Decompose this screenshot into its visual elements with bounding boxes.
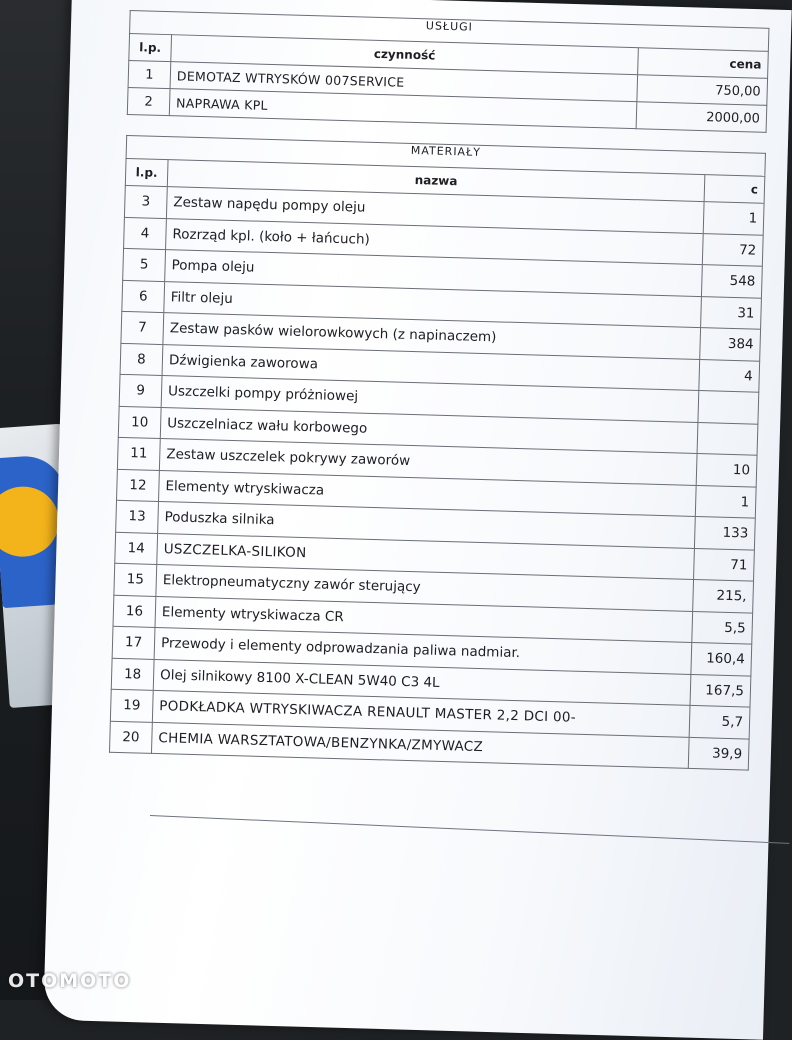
row-lp: 1: [128, 60, 171, 88]
row-price: 167,5: [690, 674, 751, 707]
row-price: 1: [703, 202, 764, 235]
row-price: 215,: [693, 579, 754, 612]
row-name: Olej silnikowy 8100 X-CLEAN 5W40 C3 4L: [153, 659, 691, 705]
row-lp: 8: [120, 343, 163, 376]
services-header-name: czynność: [171, 35, 639, 75]
row-name: PODKŁADKA WTRYSKIWACZA RENAULT MASTER 2,2 DCI 00-: [152, 690, 690, 736]
materials-header-name: nazwa: [167, 160, 705, 202]
row-lp: 14: [115, 532, 158, 565]
row-name: Uszczelki pompy próżniowej: [161, 376, 699, 422]
row-lp: 12: [117, 469, 160, 502]
materials-section: [109, 135, 766, 771]
row-name: Zestaw napędu pompy oleju: [166, 187, 704, 233]
invoice-sheet: [109, 0, 770, 771]
row-name: Zestaw uszczelek pokrywy zaworów: [159, 439, 697, 485]
row-lp: 7: [121, 311, 164, 344]
row-lp: 18: [111, 658, 154, 691]
row-price: 133: [694, 516, 755, 549]
row-price: 39,9: [688, 737, 749, 770]
services-title: USŁUGI: [129, 10, 769, 51]
row-price: 548: [701, 265, 762, 298]
row-lp: 13: [116, 500, 159, 533]
row-price: 5,7: [689, 705, 750, 738]
row-price: 1: [695, 485, 756, 518]
row-price: 4: [699, 359, 760, 392]
row-lp: 5: [123, 248, 166, 281]
row-name: Rozrząd kpl. (koło + łańcuch): [166, 218, 704, 264]
services-header-lp: l.p.: [129, 34, 172, 62]
materials-header-price: c: [704, 175, 765, 204]
row-name: Uszczelniacz wału korbowego: [160, 407, 698, 453]
row-price: 71: [694, 548, 755, 581]
row-name: Pompa oleju: [165, 250, 703, 296]
row-name: Elementy wtryskiwacza: [159, 470, 697, 516]
row-lp: 3: [124, 185, 167, 218]
materials-table: [109, 158, 765, 771]
row-name: Elementy wtryskiwacza CR: [155, 596, 693, 642]
row-lp: 2: [127, 87, 170, 115]
row-name: CHEMIA WARSZTATOWA/BENZYNKA/ZMYWACZ: [151, 722, 689, 768]
row-lp: 4: [124, 217, 167, 250]
row-lp: 9: [119, 374, 162, 407]
services-header-price: cena: [638, 48, 769, 79]
row-name: Poduszka silnika: [158, 501, 696, 547]
row-lp: 6: [122, 280, 165, 313]
row-price: 2000,00: [636, 102, 767, 133]
materials-body: [109, 185, 764, 770]
row-price: 5,5: [692, 611, 753, 644]
row-lp: 17: [112, 626, 155, 659]
row-lp: 11: [117, 437, 160, 470]
services-table: [127, 33, 769, 133]
row-price: 10: [696, 454, 757, 487]
row-name: Dźwigienka zaworowa: [162, 344, 700, 390]
materials-header-lp: l.p.: [125, 158, 168, 186]
row-name: NAPRAWA KPL: [169, 89, 637, 129]
row-lp: 16: [113, 595, 156, 628]
row-price: [698, 391, 759, 424]
row-price: 31: [701, 296, 762, 329]
row-price: 72: [702, 233, 763, 266]
row-name: Zestaw pasków wielorowkowych (z napinaczem): [163, 313, 701, 359]
row-lp: 10: [118, 406, 161, 439]
row-name: Elektropneumatyczny zawór sterujący: [156, 564, 694, 610]
row-name: DEMOTAZ WTRYSKÓW 007SERVICE: [170, 62, 638, 102]
row-price: 750,00: [637, 75, 768, 106]
row-price: 160,4: [691, 642, 752, 675]
row-name: USZCZELKA-SILIKON: [157, 533, 695, 579]
services-section: [127, 10, 770, 133]
row-lp: 15: [114, 563, 157, 596]
otomoto-watermark: OTOMOTO: [8, 970, 132, 992]
row-name: Filtr oleju: [164, 281, 702, 327]
row-price: [697, 422, 758, 455]
row-price: 384: [700, 328, 761, 361]
row-lp: 20: [109, 721, 152, 754]
materials-title: MATERIAŁY: [126, 135, 766, 176]
row-name: Przewody i elementy odprowadzania paliwa nadmiar.: [154, 627, 692, 673]
row-lp: 19: [110, 689, 153, 722]
